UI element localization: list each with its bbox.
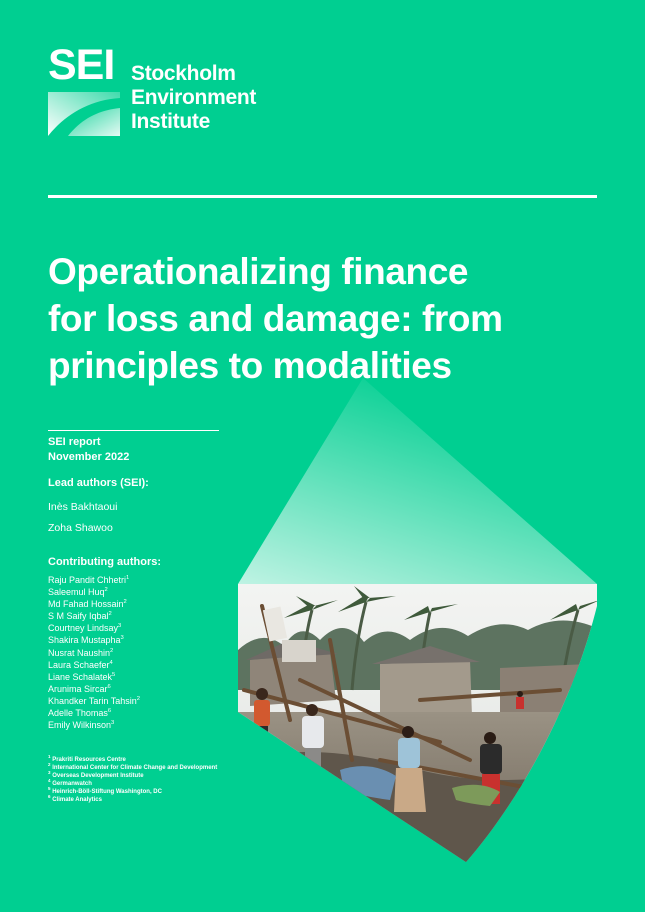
contributing-author [48, 719, 140, 731]
author-affiliation-sup: 3 [120, 635, 124, 642]
contributing-author [48, 598, 140, 610]
meta-divider [48, 430, 219, 431]
author-name: S M Saify Iqbal [48, 611, 109, 622]
title-line: principles to modalities [48, 345, 452, 386]
contributing-authors-list [48, 574, 140, 731]
author-name: Adelle Thomas [48, 708, 108, 719]
lead-author-name: Zoha Shawoo [48, 522, 113, 534]
contributing-author [48, 586, 140, 598]
author-affiliation-sup: 3 [111, 720, 115, 727]
affiliation-text: Germanwatch [52, 781, 92, 787]
author-affiliation-sup: 2 [110, 647, 114, 654]
affiliations-list [48, 756, 217, 804]
author-name: Laura Schaefer [48, 659, 110, 670]
author-name: Emily Wilkinson [48, 720, 112, 731]
author-name: Courtney Lindsay [48, 623, 119, 634]
author-name: Nusrat Naushin [48, 647, 111, 658]
logo-name-line: Environment [131, 86, 257, 109]
report-type: SEI report [48, 436, 101, 448]
contributing-author [48, 574, 140, 586]
contributing-author [48, 707, 140, 719]
lead-authors-list [48, 497, 117, 539]
affiliation-number: 2 [48, 762, 51, 767]
contributing-author [48, 647, 140, 659]
affiliation-text: Heinrich-Böll-Stiftung Washington, DC [52, 789, 162, 795]
affiliation-number: 4 [48, 778, 51, 783]
author-name: Raju Pandit Chhetri [48, 575, 127, 585]
affiliation [48, 756, 217, 764]
sei-logo-abbr: SEI [48, 41, 115, 89]
author-affiliation-sup: 2 [123, 599, 127, 606]
affiliation-number: 1 [48, 754, 51, 759]
contributing-author [48, 622, 140, 634]
affiliation [48, 772, 217, 780]
author-affiliation-sup: 1 [126, 575, 130, 581]
author-affiliation-sup: 6 [107, 683, 111, 690]
author-name: Shakira Mustapha [48, 635, 121, 646]
author-affiliation-sup: 2 [136, 695, 140, 702]
author-affiliation-sup: 3 [118, 623, 122, 630]
contributing-author [48, 634, 140, 646]
affiliation-text: Overseas Development Institute [52, 773, 144, 779]
affiliation [48, 764, 217, 772]
logo-name-line: Institute [131, 110, 210, 133]
contributing-author [48, 671, 140, 683]
contributing-authors-heading: Contributing authors: [48, 556, 162, 568]
cover-photo [238, 584, 600, 872]
author-affiliation-sup: 6 [107, 708, 112, 715]
title-line: for loss and damage: from [48, 298, 503, 339]
author-affiliation-sup: 5 [112, 671, 116, 678]
affiliation-number: 6 [48, 794, 51, 799]
author-affiliation-sup: 2 [104, 587, 108, 594]
affiliation [48, 796, 217, 804]
contributing-author [48, 683, 140, 695]
affiliation-number: 5 [48, 786, 51, 791]
affiliation-number: 3 [48, 770, 51, 775]
lead-authors-heading: Lead authors (SEI): [48, 477, 149, 489]
report-date: November 2022 [48, 451, 130, 463]
contributing-author [48, 610, 140, 622]
contributing-author [48, 695, 140, 707]
author-name: Khandker Tarin Tahsin [48, 695, 137, 706]
affiliation [48, 788, 217, 796]
author-affiliation-sup: 4 [109, 659, 113, 666]
title-line: Operationalizing finance [48, 251, 469, 292]
affiliation-text: Climate Analytics [52, 797, 102, 803]
affiliation-text: Prakriti Resources Centre [52, 757, 126, 763]
contributing-author [48, 659, 140, 671]
affiliation [48, 780, 217, 788]
affiliation-text: International Center for Climate Change and Development [52, 765, 218, 771]
report-title [48, 248, 568, 389]
author-name: Saleemul Huq [48, 587, 105, 598]
author-affiliation-sup: 2 [108, 611, 112, 618]
author-name: Arunima Sircar [48, 683, 108, 694]
author-name: Liane Schalatek [48, 671, 113, 682]
lead-author-name: Inès Bakhtaoui [48, 501, 118, 513]
author-name: Md Fahad Hossain [48, 599, 124, 610]
logo-name-line: Stockholm [131, 62, 236, 85]
light-beam-shape [238, 378, 597, 584]
